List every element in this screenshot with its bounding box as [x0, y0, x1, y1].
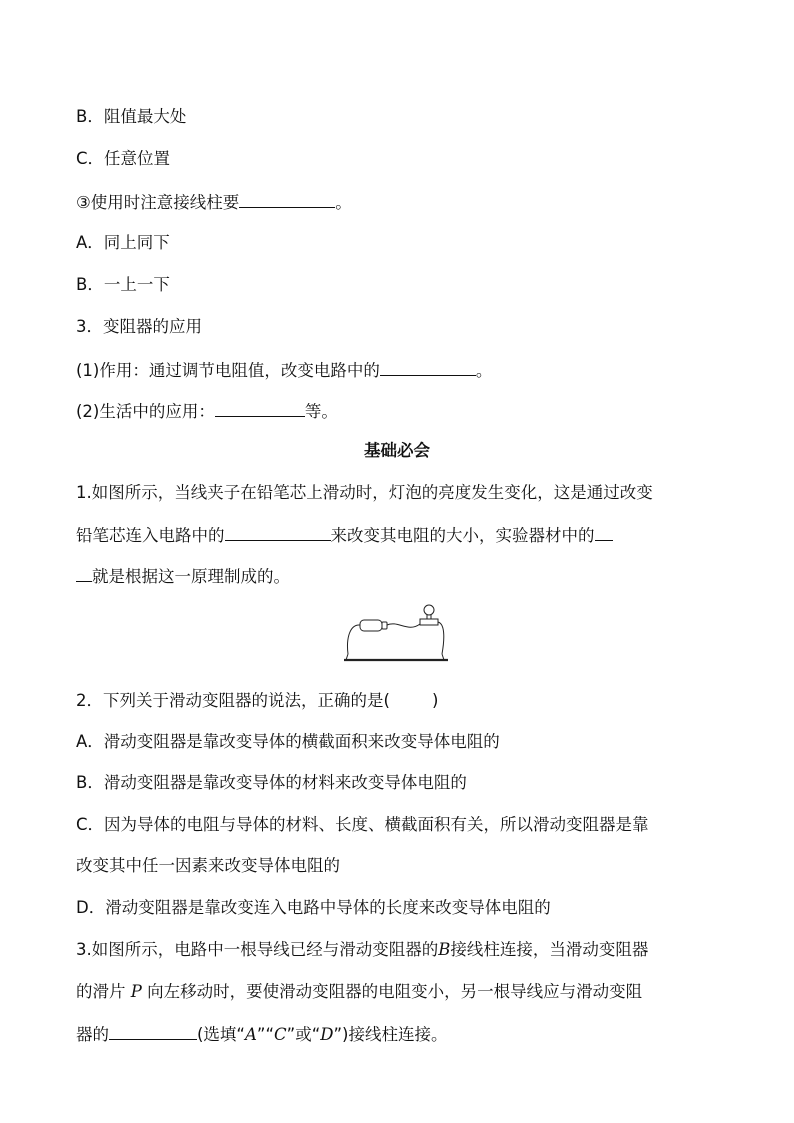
function-text: (1)作用：通过调节电阻值，改变电路中的	[76, 361, 380, 380]
q2-option-b[interactable]: B．滑动变阻器是靠改变导体的材料来改变导体电阻的	[76, 773, 467, 792]
section-rheostat-application: 3．变阻器的应用	[76, 317, 202, 336]
q3-text: 向左移动时，要使滑动变阻器的电阻变小，另一根导线应与滑动变阻	[147, 982, 643, 1001]
q2-option-a[interactable]: A．滑动变阻器是靠改变导体的横截面积来改变导体电阻的	[76, 732, 500, 751]
q2-stem-text: 2．下列关于滑动变阻器的说法，正确的是(	[76, 691, 390, 710]
wire	[387, 624, 420, 627]
slider-p-label: P	[130, 982, 142, 1001]
option-c-any-position: C．任意位置	[76, 149, 171, 168]
q1-text-c: 就是根据这一原理制成的。	[92, 567, 290, 586]
q3-text: ”或“	[286, 1025, 321, 1044]
q3-text: 3.如图所示，电路中一根导线已经与滑动变阻器的	[76, 940, 439, 959]
q3-text: 器的	[76, 1025, 109, 1044]
q1-line1: 1.如图所示，当线夹子在铅笔芯上滑动时，灯泡的亮度发生变化，这是通过改变	[76, 483, 653, 502]
q1-line3	[76, 564, 290, 588]
q3-text: ”)接线柱连接。	[333, 1025, 448, 1044]
answer-blank[interactable]	[109, 1022, 197, 1040]
answer-blank[interactable]	[595, 523, 613, 541]
option-a-same-side: A．同上同下	[76, 233, 170, 252]
pencil-lead-circuit-figure	[338, 598, 453, 668]
period: 。	[475, 361, 493, 380]
daily-application-line	[76, 399, 338, 423]
q2-option-d[interactable]: D．滑动变阻器是靠改变连入电路中导体的长度来改变导体电阻的	[76, 898, 551, 917]
answer-blank[interactable]	[225, 523, 331, 541]
q1-text-a: 铅笔芯连入电路中的	[76, 526, 225, 545]
suffix: 等。	[304, 402, 338, 421]
q2-option-c[interactable]: C．因为导体的电阻与导体的材料、长度、横截面积有关，所以滑动变阻器是靠	[76, 815, 649, 834]
period: 。	[335, 193, 352, 212]
answer-blank[interactable]	[215, 399, 305, 417]
answer-blank[interactable]	[380, 358, 476, 376]
wire	[438, 622, 444, 654]
daily-application-text: (2)生活中的应用：	[76, 402, 215, 421]
terminal-c-label: C	[274, 1025, 287, 1044]
battery-icon	[360, 620, 382, 631]
option-b-one-up-one-down: B．一上一下	[76, 275, 170, 294]
wire	[348, 625, 361, 654]
q2-stem-close: )	[431, 691, 439, 710]
section-title: 基础必会	[364, 441, 430, 460]
function-line	[76, 358, 492, 382]
q3-text: 接线柱连接，当滑动变阻器	[450, 940, 649, 959]
q3-line2	[76, 981, 642, 1003]
terminal-d-label: D	[320, 1025, 334, 1044]
q3-text: (选填“	[197, 1025, 245, 1044]
light-bulb-icon	[424, 605, 434, 615]
battery-terminal	[382, 622, 387, 629]
q1-text-b: 来改变其电阻的大小，实验器材中的	[330, 526, 595, 545]
terminal-rule-text: ③使用时注意接线柱要	[76, 193, 240, 212]
q2-stem	[76, 690, 438, 712]
q2-option-c-continued: 改变其中任一因素来改变导体电阻的	[76, 856, 340, 875]
q1-line2	[76, 523, 613, 547]
answer-blank-continued[interactable]	[76, 564, 92, 582]
q3-text: 的滑片	[76, 982, 126, 1001]
q3-line3	[76, 1022, 448, 1046]
q3-text: ”“	[256, 1025, 275, 1044]
bulb-holder	[420, 619, 438, 625]
option-b-max-resistance: B．阻值最大处	[76, 107, 187, 126]
terminal-b-label: B	[438, 940, 451, 959]
terminal-a-label: A	[245, 1025, 257, 1044]
answer-blank[interactable]	[239, 190, 335, 208]
terminal-rule-line	[76, 190, 352, 214]
q3-line1	[76, 939, 648, 961]
